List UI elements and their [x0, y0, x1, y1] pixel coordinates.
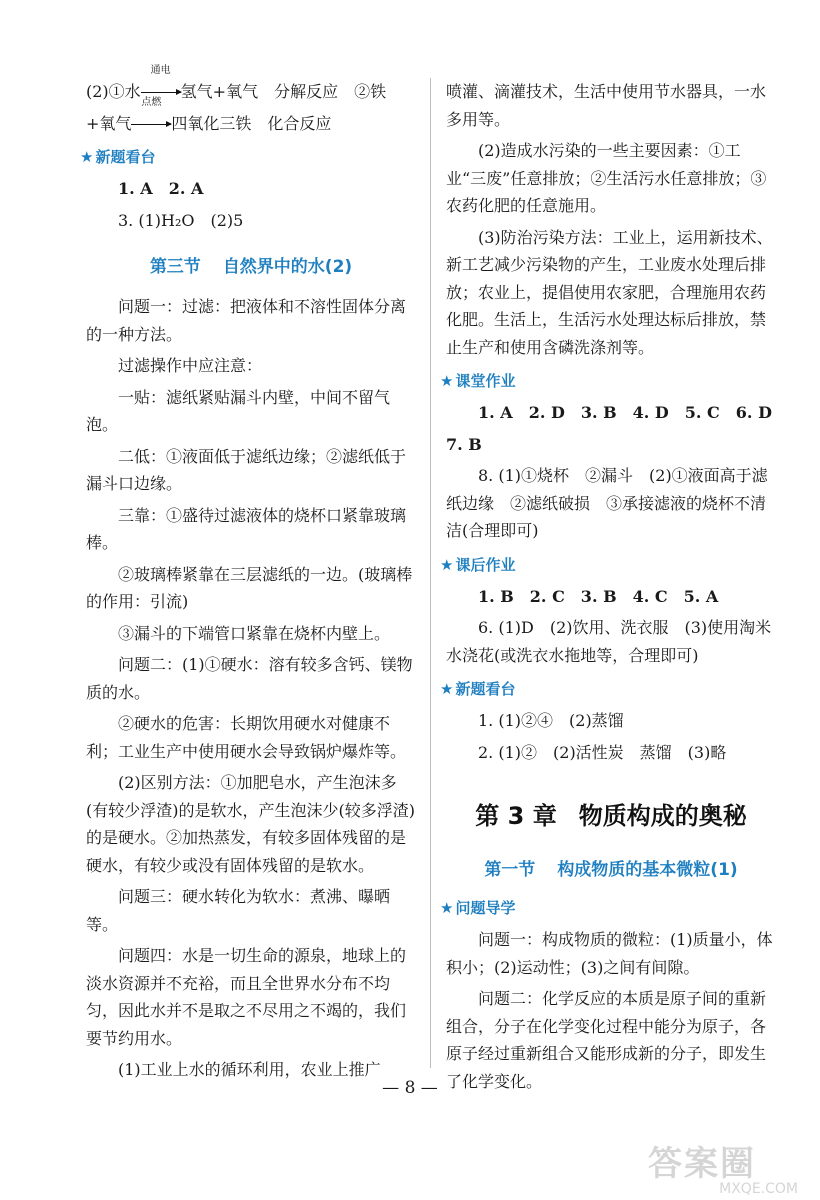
left-column: [80, 65, 416, 1088]
header-label: 课后作业: [455, 555, 516, 574]
paragraph: (2)区别方法：①加肥皂水，产生泡沫多(有较少浮渣)的是软水，产生泡沫少(较多浮渣)的是硬水。②加热蒸发，有较多固体残留的是硬水，有较少或没有固体残留的是软水。: [86, 773, 415, 875]
header-new-questions: [80, 145, 416, 169]
watermark: [648, 1136, 798, 1197]
paragraph: 过滤操作中应注意：: [118, 356, 263, 375]
paragraph: 问题二：(1)①硬水：溶有较多含钙、镁物质的水。: [86, 655, 413, 702]
chapter-name: 物质构成的奥秘: [578, 802, 747, 830]
paragraph: 问题三：硬水转化为软水：煮沸、曝晒等。: [86, 887, 391, 934]
header-label: 问题导学: [455, 899, 516, 917]
answer-line: 7. B: [446, 434, 482, 454]
chapter-number: 第 3 章: [475, 802, 557, 830]
paragraph: 问题二：化学反应的本质是原子间的重新组合，分子在化学变化过程中能分为原子，各原子经过重新组合又能形成新的分子，即发生了化学变化。: [446, 989, 767, 1091]
answer-line: 1. A 2. A: [118, 179, 204, 198]
reaction-condition: 点燃: [141, 96, 162, 108]
answer-line: 1. (1)②④ (2)蒸馏: [478, 711, 624, 730]
star-icon: ★: [440, 899, 454, 917]
section-name: 自然界中的水(2): [222, 257, 353, 277]
paragraph: 问题四：水是一切生命的源泉，地球上的淡水资源并不充裕，而且全世界水分布不均匀，因此水并不是取之不尽用之不竭的，我们要节约用水。: [86, 946, 407, 1048]
star-icon: ★: [440, 680, 454, 698]
paragraph: (1)工业上水的循环利用，农业上推广: [118, 1060, 381, 1079]
answer-line: 8. (1)①烧杯 ②漏斗 (2)①液面高于滤纸边缘 ②滤纸破损 ③承接滤液的烧杯不清洁(合理即可): [446, 466, 768, 540]
paragraph: ②玻璃棒紧靠在三层滤纸的一边。(玻璃棒的作用：引流): [86, 564, 413, 611]
paragraph: 三靠：①盛待过滤液体的烧杯口紧靠玻璃棒。: [86, 505, 407, 552]
column-divider: [430, 78, 431, 1068]
answer-line: 2. (1)② (2)活性炭 蒸馏 (3)略: [478, 742, 727, 762]
section-number: 第三节: [149, 257, 201, 277]
section-title: [86, 252, 416, 277]
equation-text: 氢气+氧气 分解反应 ②铁: [180, 82, 387, 101]
paragraph: 问题一：构成物质的微粒：(1)质量小，体积小；(2)运动性；(3)之间有间隙。: [446, 930, 773, 977]
reaction-condition: 通电: [150, 65, 171, 76]
chapter-title: [446, 796, 776, 831]
answer-line: 1. B 2. C 3. B 4. C 5. A: [478, 586, 719, 606]
section-number: 第一节: [484, 860, 536, 880]
equation-text: 四氧化三铁 化合反应: [171, 113, 332, 133]
section-name: 构成物质的基本微粒(1): [557, 860, 738, 880]
header-label: 课堂作业: [455, 372, 516, 390]
watermark-url: MXQE.COM: [719, 1181, 798, 1197]
page-number: — 8 —: [382, 1078, 438, 1098]
watermark-brand: 答案圈: [648, 1144, 756, 1184]
star-icon: ★: [80, 148, 94, 166]
equation-line-2: [86, 96, 416, 138]
reaction-arrow: [131, 96, 171, 138]
page-number-value: 8: [404, 1078, 416, 1098]
paragraph: 问题一：过滤：把液体和不溶性固体分离的一种方法。: [86, 297, 407, 344]
section-title: [446, 855, 776, 880]
equation-text: (2)①水: [86, 82, 141, 101]
paragraph: (2)造成水污染的一些主要因素：①工业“三废”任意排放；②生活污水任意排放；③农药化肥的任意施用。: [446, 141, 767, 215]
paragraph: ②硬水的危害：长期饮用硬水对健康不利；工业生产中使用硬水会导致锅炉爆炸等。: [86, 714, 407, 761]
header-homework: [440, 553, 776, 577]
header-classwork: [440, 369, 776, 393]
paragraph: (3)防治污染方法：工业上，运用新技术、新工艺减少污染物的产生，工业废水处理后排放；农业上，提倡使用农家肥，合理施用农药化肥。生活上，生活污水处理达标后排放，禁止生产和使用含磷洗涤剂等。: [446, 227, 773, 357]
header-new-questions: [440, 677, 776, 701]
paragraph: ③漏斗的下端管口紧靠在烧杯内壁上。: [118, 623, 391, 643]
right-column: [440, 78, 776, 1099]
answer-line: 1. A 2. D 3. B 4. D 5. C 6. D: [478, 403, 772, 422]
paragraph: 一贴：滤纸紧贴漏斗内壁，中间不留气泡。: [86, 387, 391, 434]
star-icon: ★: [440, 555, 454, 574]
paragraph: 喷灌、滴灌技术，生活中使用节水器具，一水多用等。: [446, 82, 767, 129]
paragraph: 二低：①液面低于滤纸边缘；②滤纸低于漏斗口边缘。: [86, 446, 407, 493]
answer-line: 6. (1)D (2)饮用、洗衣服 (3)使用淘米水浇花(或洗衣水拖地等，合理即可): [446, 618, 772, 665]
equation-text: +氧气: [86, 113, 132, 133]
star-icon: ★: [440, 372, 454, 390]
header-label: 新题看台: [95, 148, 156, 166]
header-guided-questions: [440, 896, 776, 920]
answer-line: 3. (1)H₂O (2)5: [118, 210, 244, 230]
header-label: 新题看台: [455, 680, 516, 698]
